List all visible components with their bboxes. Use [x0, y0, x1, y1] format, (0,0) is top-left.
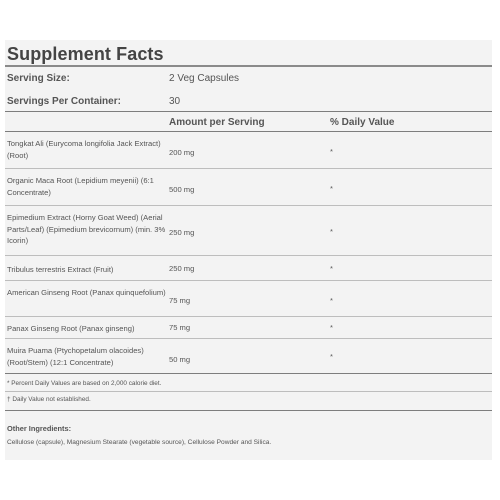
ingredient-amount: 200 mg	[169, 148, 195, 157]
ingredient-daily-value: *	[330, 184, 333, 193]
serving-size-value: 2 Veg Capsules	[169, 73, 240, 84]
column-header-daily-value: % Daily Value	[330, 117, 395, 128]
percent-daily-value-note: * Percent Daily Values are based on 2,000 calorie diet.	[7, 380, 162, 387]
ingredient-name: Panax Ginseng Root (Panax ginseng)	[7, 324, 135, 333]
servings-per-container-value: 30	[169, 96, 181, 107]
panel-title: Supplement Facts	[7, 44, 164, 64]
title-rule	[5, 65, 492, 67]
ingredient-daily-value: *	[330, 296, 333, 305]
ingredient-name: Tribulus terrestris Extract (Fruit)	[7, 265, 114, 274]
ingredient-name: Epimedium Extract (Horny Goat Weed) (Aerial Parts/Leaf) (Epimedium brevicornum) (min. 3% Icorin)	[7, 213, 166, 245]
row-divider	[5, 168, 492, 169]
daily-value-not-established-note: † Daily Value not established.	[7, 396, 91, 403]
ingredient-daily-value: *	[330, 227, 333, 236]
ingredient-amount: 250 mg	[169, 264, 195, 273]
ingredient-name: Muira Puama (Ptychopetalum olacoides) (Root/Stem) (12:1 Concentrate)	[7, 346, 144, 367]
ingredient-daily-value: *	[330, 352, 333, 361]
serving-rule	[5, 111, 492, 112]
ingredient-daily-value: *	[330, 264, 333, 273]
column-header-amount: Amount per Serving	[169, 117, 265, 128]
ingredient-daily-value: *	[330, 147, 333, 156]
row-divider	[5, 316, 492, 317]
row-divider	[5, 255, 492, 256]
ingredient-daily-value: *	[330, 323, 333, 332]
ingredient-name: Organic Maca Root (Lepidium meyenii) (6:1 Concentrate)	[7, 176, 154, 197]
row-divider	[5, 338, 492, 339]
ingredient-amount: 500 mg	[169, 185, 195, 194]
other-ingredients-text: Cellulose (capsule), Magnesium Stearate (vegetable source), Cellulose Powder and Silica.	[7, 439, 272, 446]
row-divider	[5, 280, 492, 281]
ingredient-amount: 250 mg	[169, 228, 195, 237]
footnote-divider	[5, 391, 492, 392]
servings-per-container-label: Servings Per Container:	[7, 96, 121, 107]
header-rule	[5, 131, 492, 132]
ingredient-amount: 75 mg	[169, 323, 191, 332]
footnotes-end-rule	[5, 410, 492, 411]
ingredient-name: Tongkat Ali (Eurycoma longifolia Jack Extract) (Root)	[7, 139, 161, 160]
ingredient-amount: 75 mg	[169, 296, 191, 305]
other-ingredients-heading: Other Ingredients:	[7, 424, 72, 433]
serving-size-label: Serving Size:	[7, 73, 70, 84]
row-divider	[5, 205, 492, 206]
ingredient-name: American Ginseng Root (Panax quinquefolium)	[7, 288, 166, 297]
ingredients-end-rule	[5, 373, 492, 374]
ingredient-amount: 50 mg	[169, 355, 191, 364]
